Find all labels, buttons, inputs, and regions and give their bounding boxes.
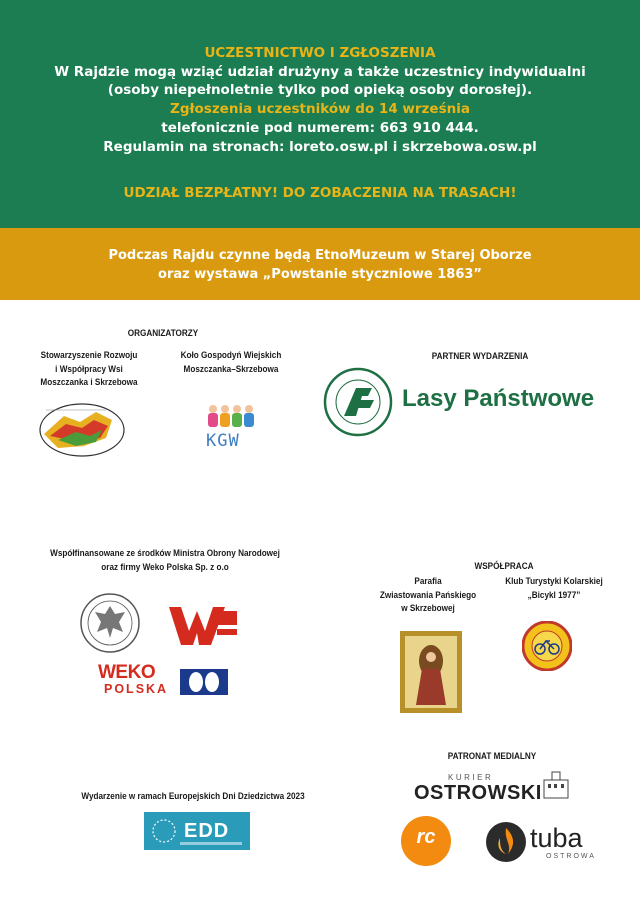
svg-text:rc: rc	[416, 826, 436, 848]
association-logo	[36, 398, 128, 460]
parish-name	[376, 575, 479, 616]
kgw-logo-text: KGW	[206, 431, 240, 451]
free-participation-note: UDZIAŁ BEZPŁATNY! DO ZOBACZENIA NA TRASACH!	[123, 185, 517, 201]
organizer-kgw-name	[179, 349, 284, 376]
parish-line: w Skrzebowej	[401, 603, 455, 614]
cofinance-line-1: Współfinansowane ze środków Ministra Obrony Narodowej	[50, 548, 280, 559]
kgw-dolls-logo	[205, 403, 257, 429]
heritage-text: Wydarzenie w ramach Europejskich Dni Dziedzictwa 2023	[81, 791, 305, 802]
organizer-kgw-line: Moszczanka–Skrzebowa	[183, 363, 279, 375]
media-heading: PATRONAT MEDIALNY	[447, 751, 537, 762]
cofinance-line-2: oraz firmy Weko Polska Sp. z o.o	[101, 561, 229, 573]
info-phone: telefonicznie pod numerem: 663 910 444.	[161, 119, 479, 136]
museum-line-2: oraz wystawa „Powstanie styczniowe 1863”	[158, 266, 482, 282]
cooperation-heading: WSPÓŁPRACA	[474, 561, 534, 572]
kurier-small-label: KURIER	[448, 773, 494, 782]
lasy-panstwowe-seal-icon	[322, 366, 394, 438]
cycling-club-badge-icon	[522, 621, 572, 671]
cycling-club-name	[494, 575, 614, 602]
weko-logo-main: WEKO	[98, 662, 156, 683]
radio-rc-logo-icon	[400, 815, 452, 867]
info-line-2: (osoby niepełnoletnie tylko pod opieką osoby dorosłej).	[107, 82, 533, 99]
weko-logo-sub: POLSKA	[104, 682, 169, 696]
organizer-kgw-line: Koło Gospodyń Wiejskich	[180, 350, 282, 361]
partner-heading: PARTNER WYDARZENIA	[431, 351, 529, 362]
kurier-ostrowski-logo: OSTROWSKI	[414, 782, 542, 804]
weko-badge-icon	[180, 669, 228, 695]
info-rules: Regulamin na stronach: loreto.osw.pl i skrzebowa.osw.pl	[103, 138, 537, 155]
partner-name: Lasy Państwowe	[402, 385, 595, 412]
parish-icon-painting	[400, 631, 462, 713]
organizer-association-line: Stowarzyszenie Rozwoju	[40, 350, 138, 361]
cycling-club-line: Klub Turystyki Kolarskiej	[505, 576, 603, 587]
tuba-ostrowa-logo: tuba	[530, 823, 583, 853]
organizer-association-name	[30, 349, 149, 390]
info-text-block	[0, 44, 640, 156]
organizers-heading: ORGANIZATORZY	[127, 328, 199, 339]
military-w-logo	[167, 601, 239, 649]
parish-line: Parafia	[414, 576, 442, 587]
museum-text-block	[0, 247, 640, 284]
weko-polska-logo	[98, 664, 168, 698]
info-line-1: W Rajdzie mogą wziąć udział drużyny a także uczestnicy indywidualni	[54, 63, 586, 80]
parish-line: Zwiastowania Pańskiego	[379, 589, 477, 601]
cofinance-text	[40, 547, 289, 574]
tuba-flame-icon	[484, 820, 528, 864]
tuba-ostrowa-sub: OSTROWA	[546, 853, 596, 860]
organizer-association-line: i Współpracy Wsi	[55, 363, 123, 375]
info-heading: UCZESTNICTWO I ZGŁOSZENIA	[204, 45, 436, 61]
info-deadline: Zgłoszenia uczestników do 14 września	[170, 101, 470, 118]
museum-line-1: Podczas Rajdu czynne będą EtnoMuzeum w Starej Oborze	[108, 248, 532, 263]
cycling-club-line: „Bicykl 1977”	[527, 589, 581, 601]
organizer-association-line: Moszczanka i Skrzebowa	[40, 377, 138, 388]
edd-logo-text: EDD	[184, 820, 230, 842]
ministry-eagle-seal-icon	[79, 592, 141, 654]
town-hall-icon	[542, 770, 570, 800]
